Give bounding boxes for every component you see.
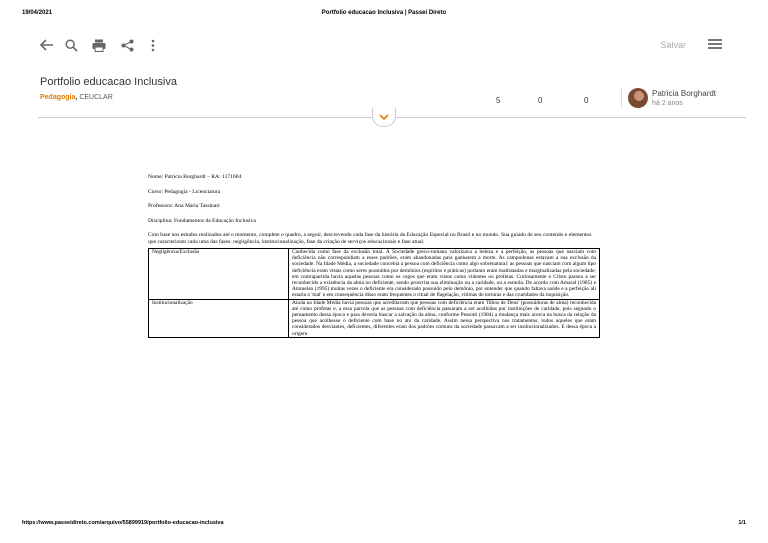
phases-table — [148, 248, 600, 338]
document-meta — [40, 94, 113, 101]
print-date: 19/04/2021 — [22, 10, 53, 16]
divider — [621, 88, 622, 108]
phase-description: Conhecida como fase da exclusão total. A Sociedade greco-romana valorizava a beleza e a perfeição, as pessoas que nasciam com deficiência não correspondiam a esses padrões, eram abandonadas para ganharem a morte. As campodonas estavam a sua exclusão da sociedade. Na Idade Média, a sociedade concebia a pessoa com deficiência como algo sobrenatural: as pessoas que nasciam com algum tipo deficiência eram vistas como seres possuídos por demônios (espíritos e práticas) portanto eram maltratadas e marginalizadas pela sociedade; em contrapartida havia aquelas pessoas como os cegos que eram vistos como videntes ou profetas. Curiosamente o Cristo passou a ser reconhecido a existência da alma no deficiente, sendo proscrita sua eliminação ou a caridade, ou a esmola. De acordo com Amaral (1985) e Aminelan (1995) muitas vezes o deficiente era considerado possuído pelo demônio, por entender que quando faltava saúde e a perfeição ali estaria o 'mal' e em consequência disso eram frequentes o ritual de flagelação, vítimas de torturas e das crueldades da inquisição. — [289, 249, 600, 300]
toolbar — [38, 34, 746, 56]
menu-icon[interactable] — [708, 39, 722, 51]
search-icon[interactable] — [62, 36, 80, 54]
post-time: há 2 anos — [652, 100, 683, 107]
document-title: Portfolio educacao Inclusiva — [40, 76, 177, 88]
stat-value: 0 — [584, 96, 589, 105]
stat-value: 0 — [538, 96, 543, 105]
document-page — [148, 174, 600, 338]
university-label: CEUCLAR — [79, 94, 113, 101]
expand-button[interactable] — [372, 108, 396, 127]
meta-separator: , — [75, 94, 78, 101]
professor: Professora: Ana Maria Tassinari — [148, 203, 220, 209]
category-link[interactable]: Pedagogia — [40, 94, 76, 101]
more-icon[interactable] — [144, 36, 162, 54]
save-button[interactable]: Salvar — [660, 40, 686, 50]
course: Curso: Pedagogia - Licenciatura — [148, 188, 221, 195]
phase-label: Institucionalização — [149, 299, 289, 337]
back-arrow-icon[interactable] — [38, 36, 56, 54]
chevron-down-icon — [379, 114, 389, 120]
table-row — [149, 249, 600, 300]
print-header — [22, 10, 746, 20]
table-row — [149, 299, 600, 337]
page-number: 1/1 — [738, 520, 746, 526]
stat-value: 5 — [496, 96, 501, 105]
phase-label: Negligência/Exclusão — [149, 249, 289, 300]
print-icon[interactable] — [90, 36, 108, 54]
print-footer — [22, 520, 746, 530]
avatar[interactable] — [628, 88, 648, 108]
author-name[interactable]: Patricia Borghardt — [652, 89, 717, 98]
phase-description: Ainda na Idade Média havia pessoas que acreditavam que pessoas com deficiência eram 'filhos de Deus' (possuidoras de alma) reconhecida até como profetas e, a essa parcela que as pessoas com deficiência passaram a ser acolhidas por instituições de caridade, pois segundo o pensamento dessa época e para deveria buscar a salvação da alma, conforme Pessotti (1984) a mudança mais acerca na busca da relação da pessoa que acolhesse o deficiente com base no ato da caridade. Assim nessa perspectiva nos tratamentos, todos aqueles que eram considerados desviantes, deficientes, diferentes eram dos padrões comuns da sociedade passavam a ser institucionalizados. E dessa época a origem — [289, 299, 600, 337]
share-icon[interactable] — [118, 36, 136, 54]
print-page-title: Portfolio educacao Inclusiva | Passei Direto — [321, 10, 447, 16]
instructions: Com base nos estudos realizados até o momento, complete o quadro, a seguir, descrevendo cada fase da história da Educação Especial no Brasil e no mundo. Sua guiado de seu conteúdo e elementos que caracterizam cada uma das fases: negligência, institucionalização, fase da criação de serviços educacionais e fase atual. — [148, 232, 592, 245]
student-name: Nome: Patricia Borghardt – RA: 1171604 — [148, 174, 242, 180]
print-url: https://www.passeidireto.com/arquivo/55899919/portfolio-educacao-inclusiva — [22, 520, 224, 526]
discipline: Disciplina: Fundamentos da Educação Inclusiva — [148, 217, 256, 224]
